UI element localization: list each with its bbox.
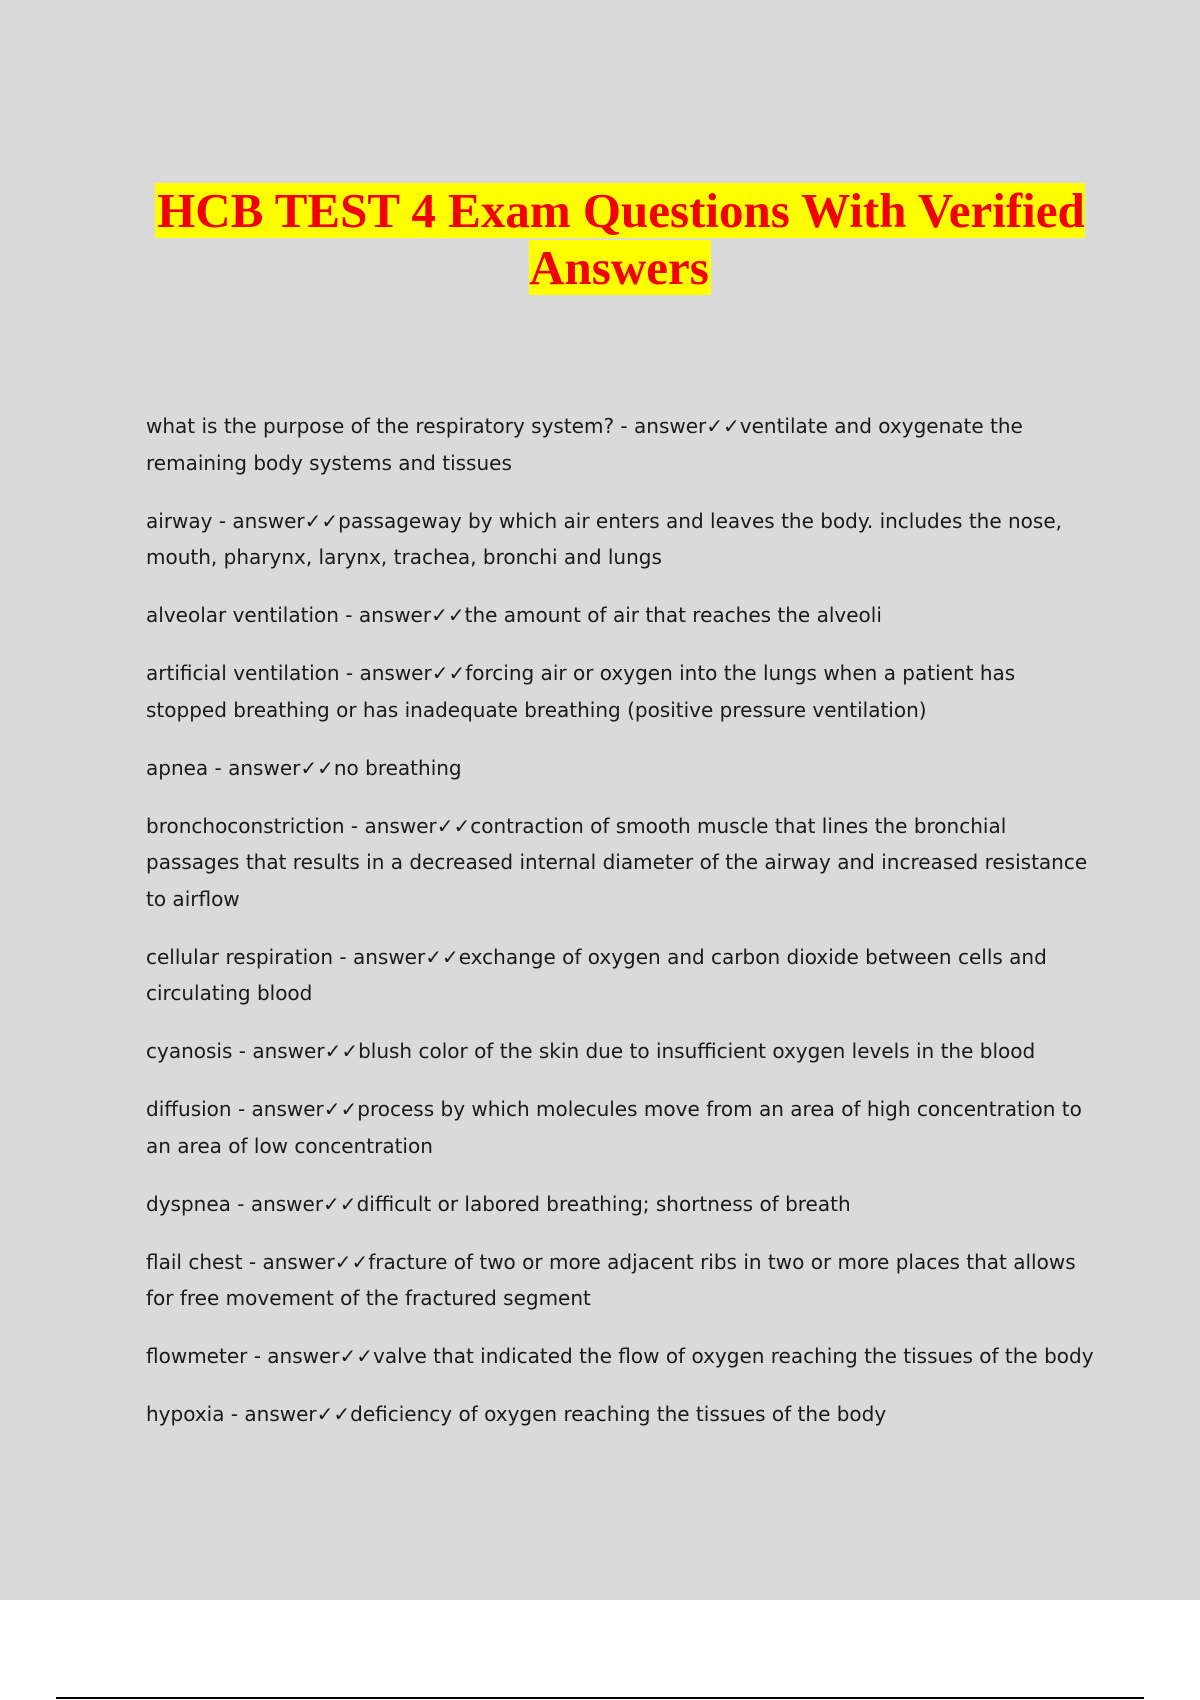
qa-item: what is the purpose of the respiratory system? - answer✓✓ventilate and oxygenate the remaining body systems and tissues	[146, 414, 1023, 475]
qa-item: artificial ventilation - answer✓✓forcing air or oxygen into the lungs when a patient has stopped breathing or has inadequate breathing (positive pressure ventilation)	[146, 661, 1016, 722]
qa-list	[146, 408, 1096, 1454]
document-title	[60, 182, 1180, 296]
qa-item: hypoxia - answer✓✓deficiency of oxygen reaching the tissues of the body	[146, 1402, 887, 1426]
qa-item: bronchoconstriction - answer✓✓contraction of smooth muscle that lines the bronchial passages that results in a decreased internal diameter of the airway and increased resistance to airflow	[146, 813, 1088, 911]
qa-item: dyspnea - answer✓✓difficult or labored breathing; shortness of breath	[146, 1191, 851, 1216]
qa-item: flowmeter - answer✓✓valve that indicated the flow of oxygen reaching the tissues of the body	[146, 1344, 1094, 1368]
qa-item: cellular respiration - answer✓✓exchange of oxygen and carbon dioxide between cells and circulating blood	[146, 944, 1047, 1005]
qa-item: flail chest - answer✓✓fracture of two or more adjacent ribs in two or more places that allows for free movement of the fractured segment	[146, 1249, 1076, 1310]
qa-item: alveolar ventilation - answer✓✓the amount of air that reaches the alveoli	[146, 603, 882, 627]
qa-item: diffusion - answer✓✓process by which molecules move from an area of high concentration to an area of low concentration	[146, 1097, 1082, 1158]
title-highlight: HCB TEST 4 Exam Questions With Verified Answers	[157, 183, 1085, 295]
qa-item: airway - answer✓✓passageway by which air enters and leaves the body. includes the nose, mouth, pharynx, larynx, trachea, bronchi and lungs	[146, 508, 1062, 569]
qa-item: cyanosis - answer✓✓blush color of the skin due to insufficient oxygen levels in the blood	[146, 1039, 1036, 1063]
qa-item: apnea - answer✓✓no breathing	[146, 755, 462, 780]
footer-divider	[56, 1697, 1144, 1699]
